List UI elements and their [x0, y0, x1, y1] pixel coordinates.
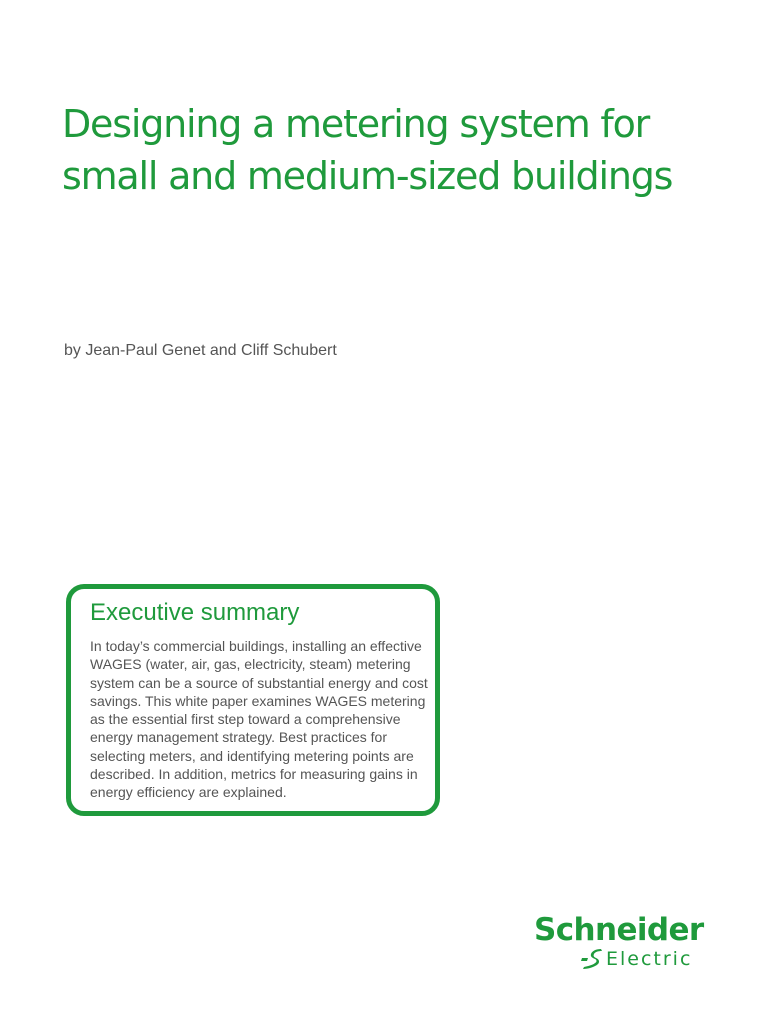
schneider-electric-logo	[530, 912, 720, 976]
logo-sub-text: Electric	[606, 948, 693, 970]
summary-line: WAGES (water, air, gas, electricity, steam) metering	[90, 656, 411, 673]
executive-summary-box	[66, 584, 440, 816]
summary-line: system can be a source of substantial energy and cost	[90, 674, 428, 691]
summary-line: In today’s commercial buildings, installing an effective	[90, 638, 422, 654]
summary-line: described. In addition, metrics for measuring gains in	[90, 766, 418, 783]
summary-line: energy management strategy. Best practices for	[90, 729, 387, 746]
summary-line: savings. This white paper examines WAGES metering	[90, 692, 426, 709]
summary-line: as the essential first step toward a comprehensive	[90, 711, 401, 728]
summary-line: selecting meters, and identifying metering points are	[90, 747, 414, 764]
document-title	[62, 98, 752, 202]
logo-brand-text: Schneider	[534, 912, 704, 948]
summary-line: energy efficiency are explained.	[90, 784, 287, 801]
document-title-line-2: small and medium-sized buildings	[62, 154, 673, 198]
schneider-electric-logo-icon	[580, 946, 606, 972]
executive-summary-heading: Executive summary	[90, 599, 300, 626]
document-title-line-1: Designing a metering system for	[62, 102, 650, 146]
executive-summary-text	[90, 637, 428, 802]
document-authors: by Jean-Paul Genet and Cliff Schubert	[64, 342, 337, 359]
